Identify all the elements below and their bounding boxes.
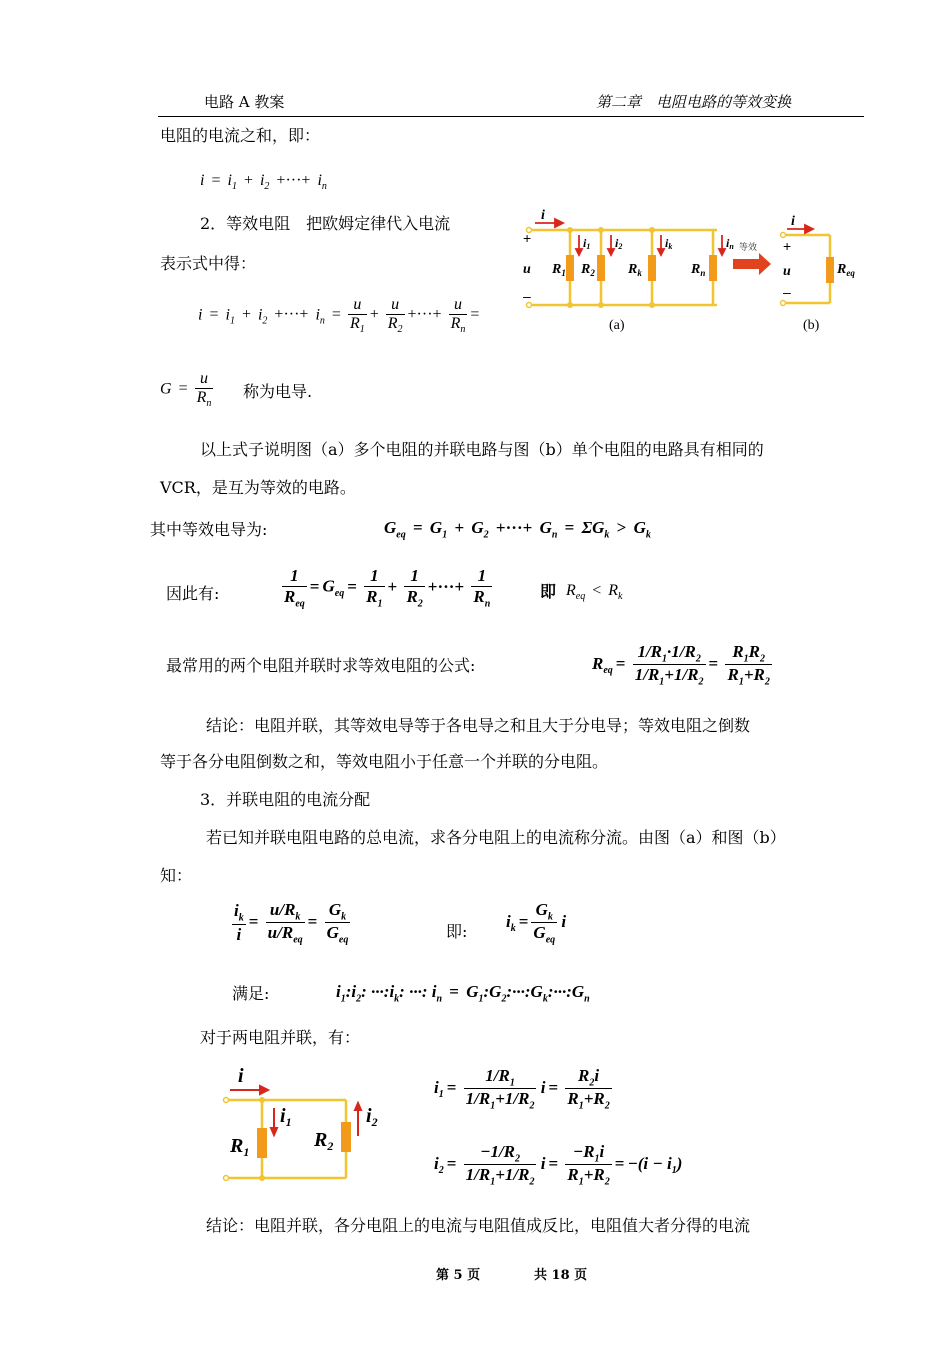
svg-text:i: i — [791, 214, 795, 229]
conclusion-1-line-1: 结论：电阻并联，其等效电导等于各电导之和且大于分电导；等效电阻之倒数 — [206, 716, 751, 735]
req-less-equation: $R_{eq} < R_k$ — [566, 582, 623, 603]
header-rule — [158, 116, 864, 117]
hence-label: 因此有: — [166, 584, 220, 603]
current-division-line-2: 知： — [160, 866, 193, 885]
svg-text:R1: $R_1$ — [230, 1135, 250, 1159]
figure-label-a: (a) — [609, 318, 625, 333]
header-right: 第二章 电阻电路的等效变换 — [596, 93, 792, 111]
satisfy-label: 满足: — [232, 984, 270, 1003]
paragraph-continuation: 电阻的电流之和，即： — [160, 126, 321, 145]
svg-text:Rn: $R_n$ — [691, 262, 706, 278]
ji-label-2: 即: — [446, 922, 468, 941]
footer-total: 共 18 页 — [534, 1268, 588, 1283]
current-sum-equation: $i = i_1 + i_2$ +···+ $i_n$ — [200, 172, 327, 193]
equivalent-arrow — [733, 253, 771, 275]
header-left: 电路 A 教案 — [204, 93, 285, 111]
conclusion-2: 结论：电阻并联，各分电阻上的电流与电阻值成反比，电阻值大者分得的电流 — [206, 1216, 751, 1235]
svg-text:i: i — [541, 208, 545, 223]
svg-text:+: + — [783, 238, 792, 254]
explanation-line-2: VCR，是互为等效的电路。 — [160, 478, 356, 497]
svg-text:Rk: $R_k$ — [628, 262, 642, 278]
svg-text:R2: $R_2$ — [581, 262, 595, 278]
svg-text:–: – — [523, 288, 531, 304]
section-2-title: 2．等效电阻 把欧姆定律代入电流 — [200, 214, 451, 233]
geq-label: 其中等效电导为: — [150, 520, 268, 539]
ji-label: 即 — [540, 582, 557, 601]
ratio-equation: $i_1:i_2$: $\cdot\cdot\cdot:i_k$: ···: $i_n$ = $G_1:G_2:\cdot\cdot\cdot:G_k:\cdot\cdot\cdot:G_n$ — [336, 982, 590, 1005]
two-resistor-circuit — [220, 1060, 400, 1188]
ik-equation: $i_k$ = $\frac{G_k}{G_{eq}}$ i — [506, 900, 567, 946]
svg-text:i1: $i_1$ — [280, 1105, 292, 1129]
svg-text:i2: $i_2$ — [366, 1105, 378, 1129]
i1-equation: $i_1$ = $\frac{1/R_1}{1/R_1+1/R_2}$ i = $\frac{R_2i}{R_1+R_2}$ — [434, 1066, 610, 1112]
two-resistor-label-2: 对于两电阻并联，有： — [200, 1028, 361, 1047]
conductance-label: 称为电导. — [243, 382, 313, 401]
figure-label-b: (b) — [803, 318, 820, 333]
svg-text:Req: $R_{eq}$ — [837, 262, 855, 278]
geq-equation: $G_{eq} = G_1 + G_2$ +···+ $G_n = \Sigma G_k > G_k$ — [384, 518, 651, 541]
current-ratio-equation: $\frac{i_k}{i}$ = $\frac{u/R_k}{u/R_{eq}}$ = $\frac{G_k}{G_{eq}}$ — [234, 900, 349, 946]
two-resistor-equation: $R_{eq}$ = $\frac{1/R_1\cdot 1/R_2}{1/R_1+1/R_2}$ = $\frac{R_1R_2}{R_1+R_2}$ — [592, 642, 770, 688]
req-reciprocal-equation: $\frac{1}{R_{eq}}$ = $G_{eq}$ = $\frac{1}{R_1}$ + $\frac{1}{R_2}$ +···+ $\frac{1}{R_n}$ — [284, 566, 491, 610]
svg-text:i2: i2 — [615, 236, 623, 251]
conductance-definition: G = $\frac{u}{R_n}$ — [160, 370, 212, 410]
footer-page: 第 5 页 — [436, 1268, 481, 1283]
svg-text:等效: 等效 — [739, 243, 758, 253]
svg-text:u: u — [783, 264, 791, 279]
i2-equation: $i_2$ = $\frac{-1/R_2}{1/R_1+1/R_2}$ i = $\frac{-R_1i}{R_1+R_2}$ = $-(i - i_1)$ — [434, 1142, 683, 1188]
svg-text:–: – — [783, 284, 791, 300]
ohm-substitution-equation: $i = i_1 + i_2$ +···+ $i_n$ = $\frac{u}{R_1}$ + $\frac{u}{R_2}$ +···+ $\frac{u}{R_n}$ = — [198, 296, 480, 336]
svg-text:u: u — [523, 262, 531, 277]
svg-text:i1: i1 — [583, 236, 591, 251]
explanation-line-1: 以上式子说明图（a）多个电阻的并联电路与图（b）单个电阻的电路具有相同的 — [200, 440, 764, 459]
svg-text:i: i — [238, 1065, 244, 1087]
parallel-circuit-figure — [515, 205, 875, 340]
svg-text:+: + — [523, 230, 532, 246]
conclusion-1-line-2: 等于各分电阻倒数之和，等效电阻小于任意一个并联的分电阻。 — [160, 752, 609, 771]
section-3-title: 3．并联电阻的电流分配 — [200, 790, 371, 809]
current-division-line-1: 若已知并联电阻电路的总电流，求各分电阻上的电流称分流。由图（a）和图（b） — [206, 828, 786, 847]
svg-text:R2: $R_2$ — [314, 1129, 334, 1153]
two-resistor-label: 最常用的两个电阻并联时求等效电阻的公式: — [166, 656, 476, 675]
svg-text:in: in — [726, 236, 734, 251]
svg-text:ik: ik — [665, 236, 673, 251]
section-2-cont: 表示式中得： — [160, 254, 257, 273]
svg-text:R1: $R_1$ — [552, 262, 566, 278]
